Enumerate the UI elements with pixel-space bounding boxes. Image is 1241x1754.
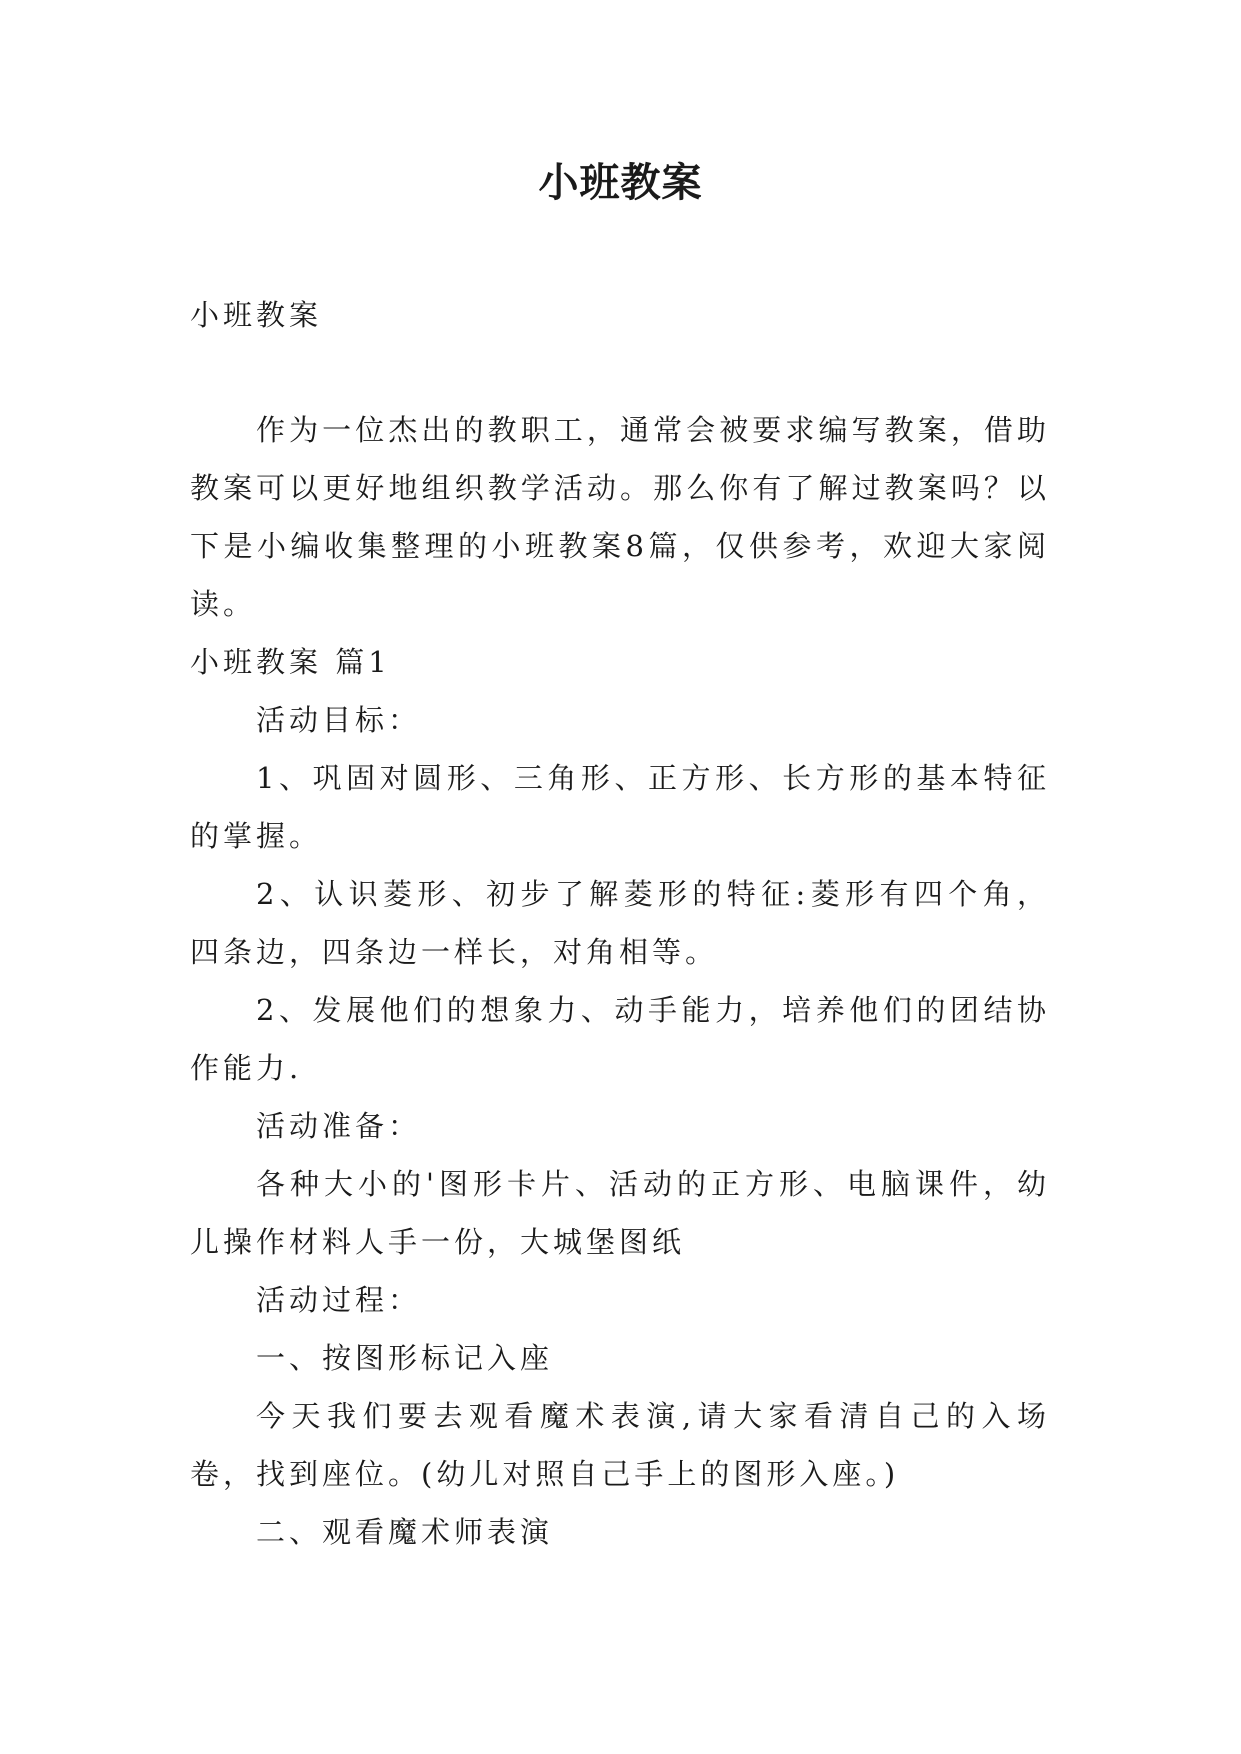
section-heading: 小班教案 篇1 — [190, 645, 391, 679]
document-body — [190, 286, 1050, 1561]
intro-paragraph: 作为一位杰出的教职工，通常会被要求编写教案，借助教案可以更好地组织教学活动。那么你有了解过教案吗？以下是小编收集整理的小班教案8篇，仅供参考，欢迎大家阅读。 — [190, 413, 1050, 621]
document-subtitle: 小班教案 — [190, 298, 323, 332]
paragraph: 2、发展他们的想象力、动手能力，培养他们的团结协作能力. — [190, 993, 1050, 1085]
paragraph: 1、巩固对圆形、三角形、正方形、长方形的基本特征的掌握。 — [190, 761, 1050, 853]
paragraph: 一、按图形标记入座 — [256, 1341, 554, 1375]
document-title: 小班教案 — [538, 160, 703, 206]
paragraph: 2、认识菱形、初步了解菱形的特征:菱形有四个角，四条边，四条边一样长，对角相等。 — [190, 877, 1050, 969]
paragraph: 今天我们要去观看魔术表演,请大家看清自己的入场卷，找到座位。(幼儿对照自己手上的图形入座。) — [190, 1399, 1050, 1491]
paragraph: 二、观看魔术师表演 — [256, 1515, 554, 1549]
paragraph: 活动过程： — [256, 1283, 422, 1317]
paragraph: 各种大小的'图形卡片、活动的正方形、电脑课件，幼儿操作材料人手一份，大城堡图纸 — [190, 1167, 1050, 1259]
paragraph: 活动目标： — [256, 703, 422, 737]
paragraph: 活动准备： — [256, 1109, 422, 1143]
